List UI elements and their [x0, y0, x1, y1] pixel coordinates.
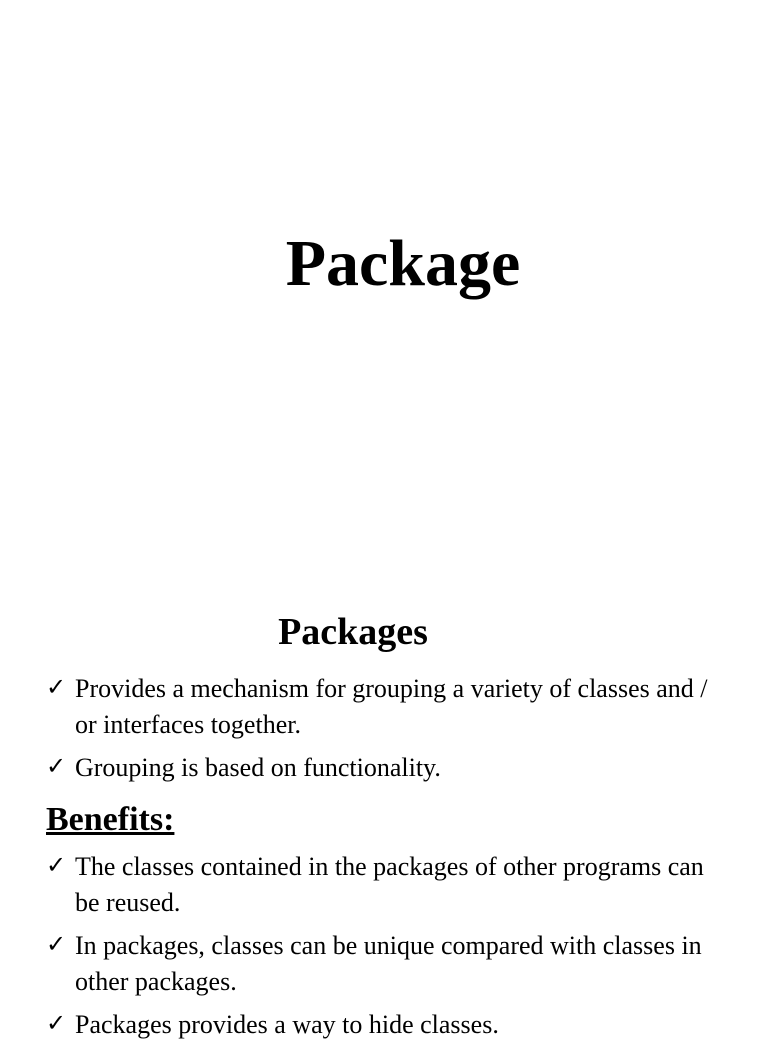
benefits-bullet-list [46, 849, 726, 1050]
check-icon: ✓ [46, 851, 67, 879]
bullet-text: Grouping is based on functionality. [75, 753, 441, 782]
check-icon: ✓ [46, 752, 67, 780]
slide-title: Package [285, 227, 521, 300]
benefits-heading: Benefits: [46, 801, 175, 838]
bullet-text: The classes contained in the packages of other programs can be reused. [75, 852, 704, 917]
check-icon: ✓ [46, 1009, 67, 1037]
packages-bullet-list [46, 671, 726, 793]
bullet-text: Provides a mechanism for grouping a variety of classes and / or interfaces together. [75, 674, 708, 739]
list-item [46, 1007, 726, 1043]
bullet-text: Packages provides a way to hide classes. [75, 1010, 499, 1039]
list-item [46, 849, 726, 921]
list-item [46, 928, 726, 1000]
list-item [46, 750, 726, 786]
list-item [46, 671, 726, 743]
check-icon: ✓ [46, 930, 67, 958]
check-icon: ✓ [46, 673, 67, 701]
packages-heading: Packages [278, 611, 428, 653]
bullet-text: In packages, classes can be unique compared with classes in other packages. [75, 931, 702, 996]
